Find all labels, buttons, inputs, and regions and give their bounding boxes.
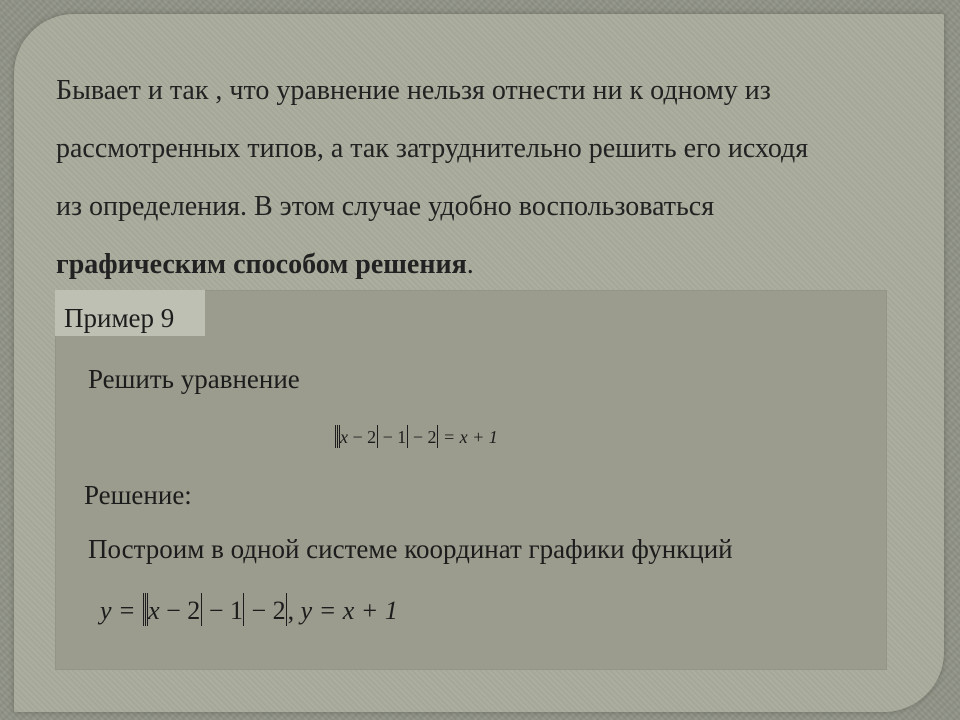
intro-line-3: из определения. В этом случае удобно воспользоваться — [56, 191, 715, 222]
abs-bar — [143, 593, 144, 626]
intro-line-1: Бывает и так , что уравнение нельзя отнести ни к одному из — [56, 75, 771, 106]
functions-formula — [100, 593, 398, 626]
equation-minus-2b: − 2 — [408, 427, 437, 447]
function-second: y = x + 1 — [300, 596, 398, 625]
function-minus-2: − 2 — [159, 596, 201, 625]
equation-x: x — [340, 427, 348, 447]
abs-bar — [335, 425, 336, 448]
function-y-eq: y = — [100, 596, 143, 625]
construct-text: Построим в одной системе координат графики функций — [88, 534, 733, 564]
solution-label: Решение: — [84, 480, 192, 510]
intro-line-2: рассмотренных типов, а так затруднительно решить его исходя — [56, 133, 809, 164]
equation-minus-1: − 1 — [378, 427, 407, 447]
equation-minus-2: − 2 — [348, 427, 377, 447]
function-minus-1: − 1 — [202, 596, 243, 625]
equation — [334, 425, 498, 448]
task-text: Решить уравнение — [88, 364, 300, 394]
function-minus-2b: − 2 — [244, 596, 286, 625]
intro-paragraph — [56, 62, 926, 294]
intro-end: . — [466, 249, 474, 280]
abs-bar — [337, 425, 338, 448]
equation-rhs: = x + 1 — [438, 427, 498, 447]
function-separator: , — [287, 596, 301, 625]
abs-bar — [145, 593, 146, 626]
example-label: Пример 9 — [55, 290, 205, 336]
intro-bold-phrase: графическим способом решения — [56, 249, 467, 280]
function-x: x — [148, 596, 160, 625]
